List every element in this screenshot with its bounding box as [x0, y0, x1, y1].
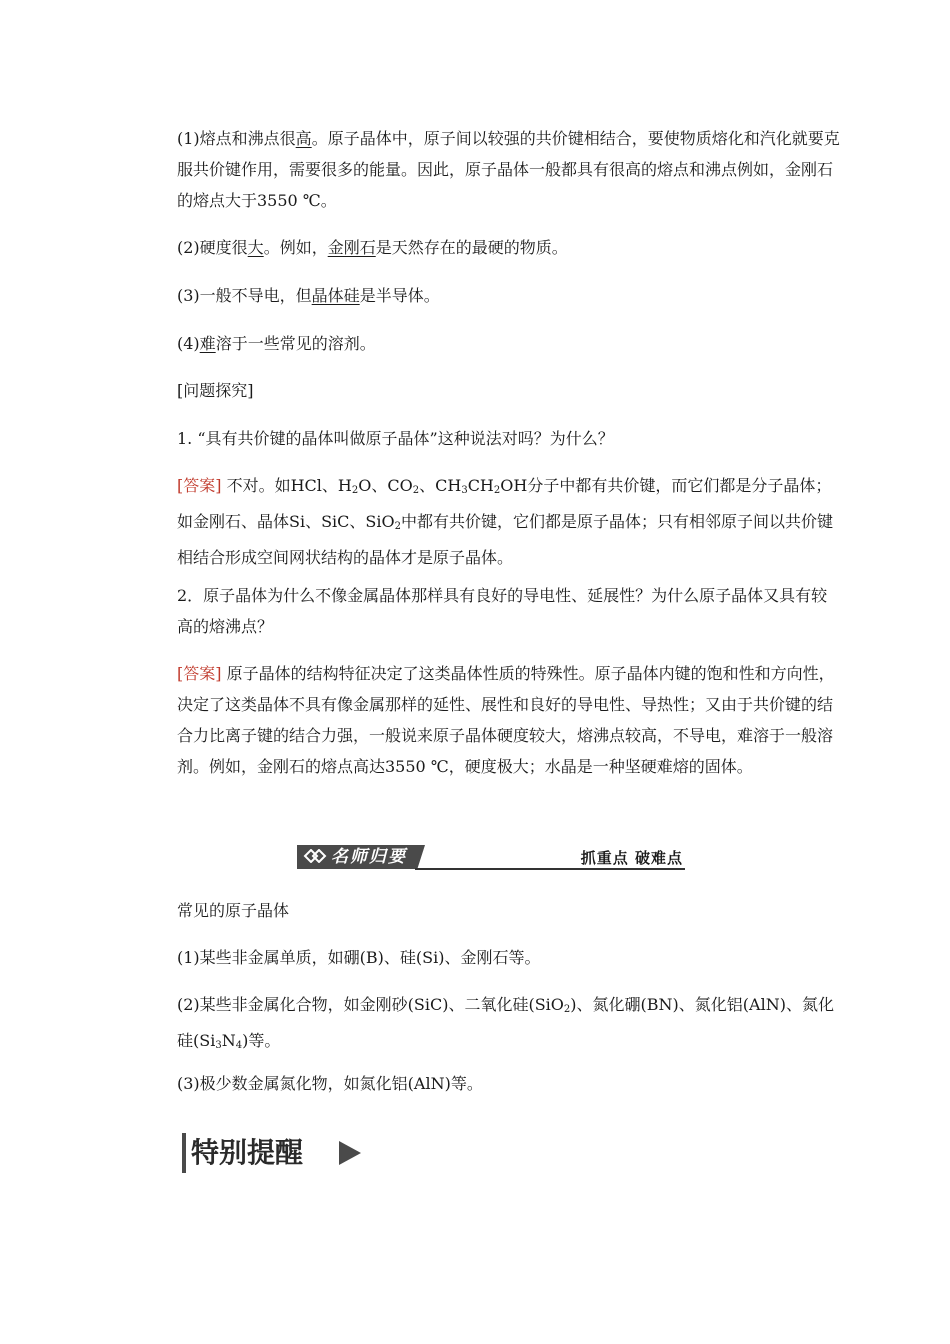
i2-text: )、氮化硼(BN)、氮化铝(AlN)、氮化硅(Si — [177, 995, 834, 1050]
p1-underlined: 高 — [295, 129, 312, 148]
section-banner — [297, 843, 685, 871]
p1-text-a: (1)熔点和沸点很 — [177, 129, 296, 148]
subscript: 2 — [493, 485, 501, 496]
p4-underlined: 难 — [199, 334, 216, 353]
paragraph-conductivity — [145, 280, 843, 311]
p2-underlined-1: 大 — [247, 238, 264, 257]
a1-text: 、CH — [419, 476, 462, 495]
p2-text-c: 是天然存在的最硬的物质。 — [375, 238, 568, 257]
a1-text: 不对。如HCl、H — [226, 476, 352, 495]
p3-text-b: 是半导体。 — [359, 286, 440, 305]
reminder-title: 特别提醒 — [191, 1136, 304, 1169]
common-item-2 — [145, 989, 843, 1061]
subscript: 2 — [412, 485, 420, 496]
banner-subtitle: 抓重点 破难点 — [580, 849, 683, 867]
subscript: 2 — [394, 521, 401, 532]
answer-2 — [145, 658, 843, 782]
common-item-1: (1)某些非金属单质，如硼(B)、硅(Si)、金刚石等。 — [177, 948, 541, 967]
subscript: 3 — [215, 1040, 222, 1051]
common-crystals-title: 常见的原子晶体 — [177, 901, 290, 920]
p1-text-b: 。原子晶体中，原子间以较强的共价键相结合，要使物质熔化和汽化就要克服共价键作用，需要很多的能量。因此，原子晶体一般都具有很高的熔点和沸点例如，金刚石的熔点大于3550 ℃。 — [177, 129, 840, 210]
answer-1 — [145, 470, 843, 573]
a1-text: CH — [467, 476, 494, 495]
paragraph-melting-point — [145, 123, 843, 216]
chevron-logo-icon — [303, 849, 327, 863]
subscript: 4 — [235, 1040, 243, 1051]
p3-underlined: 晶体硅 — [311, 286, 360, 305]
p2-text-a: (2)硬度很 — [177, 238, 248, 257]
p3-text-a: (3)一般不导电，但 — [177, 286, 312, 305]
i2-text: N — [221, 1031, 236, 1050]
a1-text: OH分子中都有共价键，而它们都是分子晶体；如金刚石、晶体Si、SiC、SiO — [177, 476, 832, 531]
i2-text: )等。 — [242, 1031, 281, 1050]
i2-text: (2)某些非金属化合物，如金刚砂(SiC)、二氧化硅(SiO — [177, 995, 564, 1014]
p4-text-b: 溶于一些常见的溶剂。 — [215, 334, 376, 353]
paragraph-hardness — [145, 232, 843, 263]
answer-tag: [答案] — [177, 476, 222, 495]
common-item-3: (3)极少数金属氮化物，如氮化铝(AlN)等。 — [177, 1074, 483, 1093]
question-1: 1. “具有共价键的晶体叫做原子晶体”这种说法对吗？为什么？ — [177, 429, 614, 448]
reminder-bar — [182, 1133, 186, 1173]
answer-tag: [答案] — [177, 664, 222, 683]
subscript: 2 — [563, 1004, 571, 1015]
p2-text-b: 。例如， — [263, 238, 328, 257]
a1-text: 中都有共价键，它们都是原子晶体；只有相邻原子间以共价键相结合形成空间网状结构的晶体才是原子晶体。 — [177, 512, 833, 567]
a1-text: O、CO — [358, 476, 413, 495]
p2-underlined-2: 金刚石 — [327, 238, 376, 257]
inquiry-heading: [问题探究] — [177, 381, 254, 400]
a2-text: 原子晶体的结构特征决定了这类晶体性质的特殊性。原子晶体内键的饱和性和方向性，决定了这类晶体不具有像金属那样的延性、展性和良好的导电性、导热性；又由于共价键的结合力比离子键的结合力强，一般说来原子晶体硬度较大，熔沸点较高，不导电，难溶于一般溶剂。例如，金刚石的熔点高达3550 ℃，硬度极大；水晶是一种坚硬难熔的固体。 — [177, 664, 835, 776]
p4-text-a: (4) — [177, 334, 200, 353]
question-2: 2．原子晶体为什么不像金属晶体那样具有良好的导电性、延展性？为什么原子晶体又具有较高的熔沸点？ — [177, 586, 828, 636]
subscript: 3 — [461, 485, 468, 496]
subscript: 2 — [351, 485, 359, 496]
banner-title: 名师归要 — [331, 847, 407, 867]
paragraph-solubility — [145, 328, 843, 359]
play-arrow-icon — [339, 1141, 361, 1165]
